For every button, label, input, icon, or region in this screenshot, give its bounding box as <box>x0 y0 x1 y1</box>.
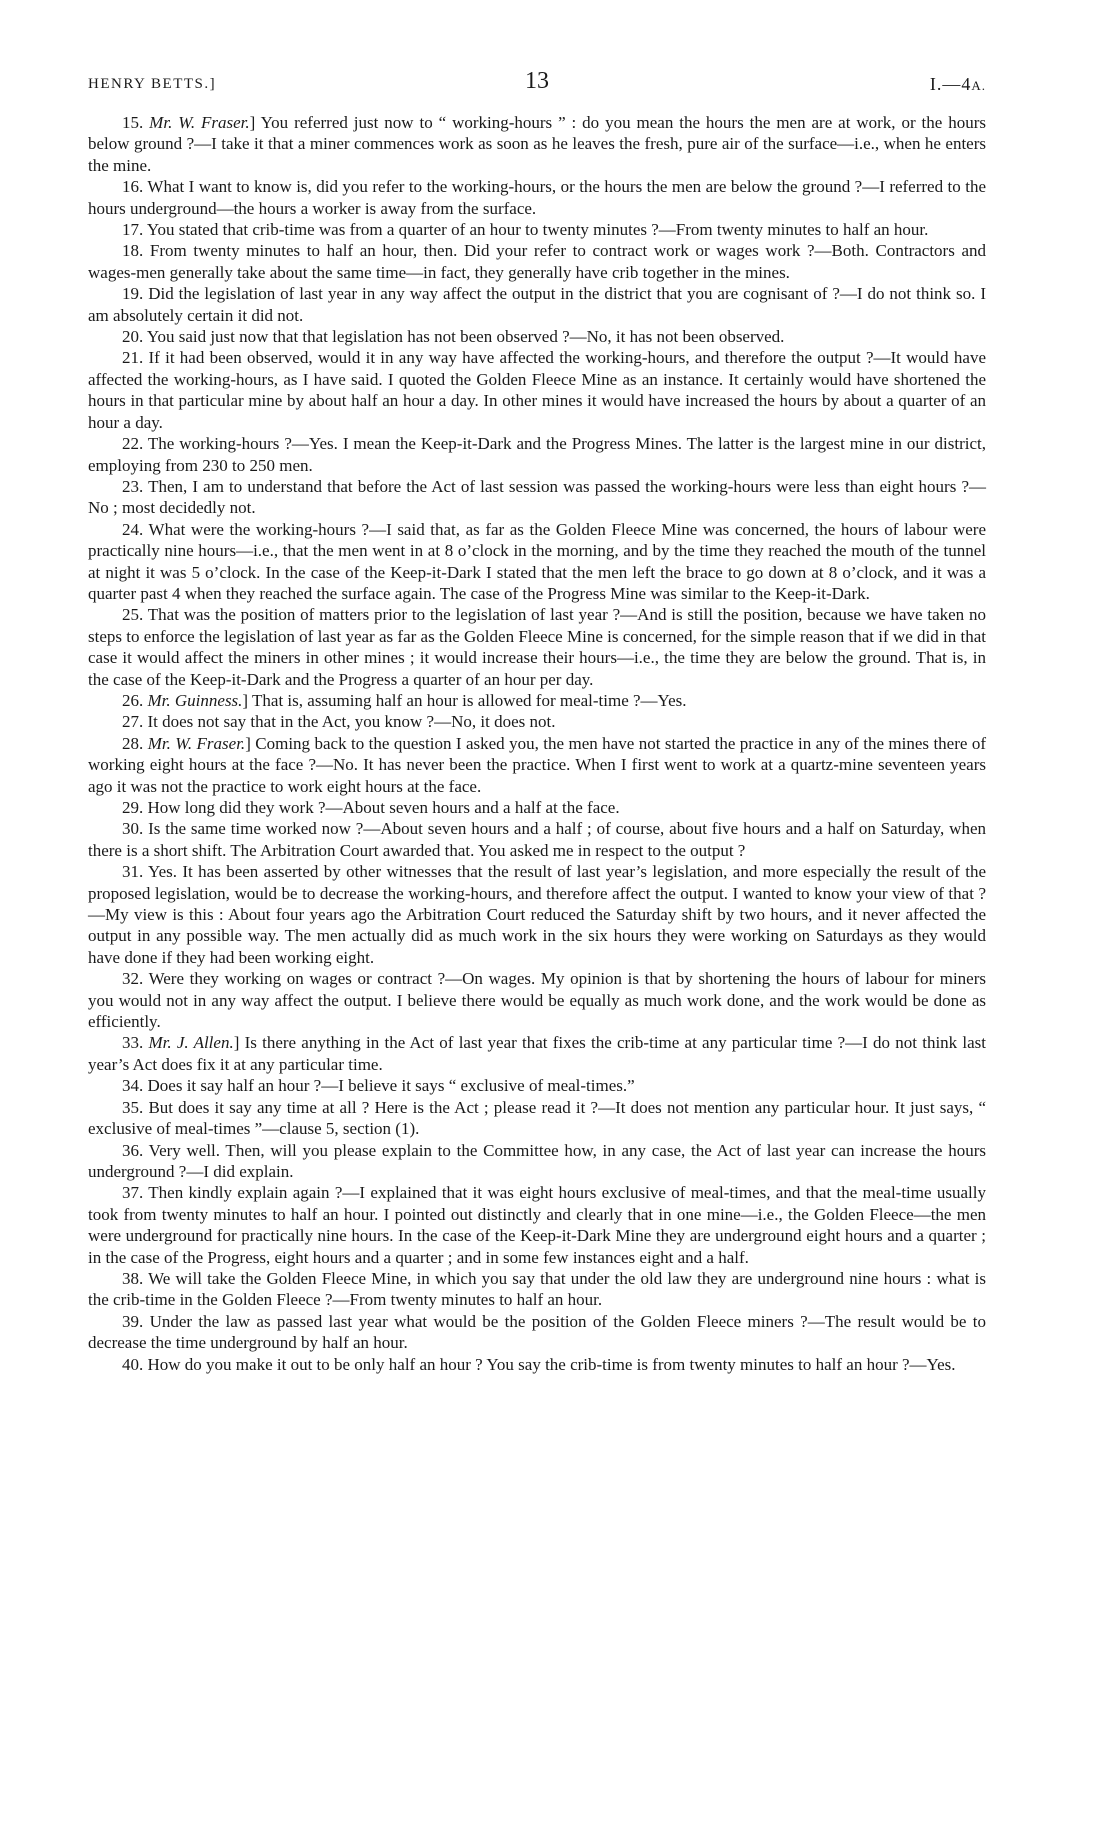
evidence-paragraph <box>88 711 986 732</box>
paragraph-text: Is the same time worked now ?—About seven hours and a half ; of course, about five hours and a half on Saturday, when there is a short shift. The Arbitration Court awarded that. You asked me in respect to the output ? <box>88 819 986 860</box>
question-number: 20. <box>122 327 144 347</box>
evidence-paragraph <box>88 240 986 283</box>
question-number: 18. <box>122 241 144 261</box>
paragraph-text: That was the position of matters prior to the legislation of last year ?—And is still the position, because we have taken no steps to enforce the legislation of last year as far as the Golden Fleece Mine is concerned, for the simple reason that if we did in that case it would affect the miners in other mines ; it would increase their hours—i.e., the time they are below the ground. That is, in the case of the Keep-it-Dark and the Progress a quarter of an hour per day. <box>88 605 986 689</box>
paragraph-text: You stated that crib-time was from a quarter of an hour to twenty minutes ?—From twenty minutes to half an hour. <box>146 220 929 240</box>
paragraph-text: ] Coming back to the question I asked you, the men have not started the practice in any of the mines there of working eight hours at the face ?—No. It has never been the practice. When I first went to work at a quartz-mine seventeen years ago it was not the practice to work eight hours at the face. <box>88 733 987 796</box>
header-paper-suffix: A. <box>971 78 986 93</box>
speaker-name: Mr. W. Fraser. <box>149 113 250 132</box>
evidence-paragraph <box>88 519 986 605</box>
evidence-paragraph <box>88 1354 986 1375</box>
paragraph-text: How do you make it out to be only half an hour ? You say the crib-time is from twenty minutes to half an hour ?—Yes. <box>147 1354 956 1374</box>
evidence-paragraph <box>88 818 986 861</box>
paragraph-text: ] That is, assuming half an hour is allowed for meal-time ?—Yes. <box>242 690 687 710</box>
speaker-name: Mr. J. Allen. <box>148 1033 234 1053</box>
paragraph-text: What were the working-hours ?—I said that, as far as the Golden Fleece Mine was concerned, the hours of labour were practically nine hours—i.e., that the men went in at 8 o’clock in the morning, and by the time they reached the mouth of the tunnel at night it was 5 o’clock. In the case of the Keep-it-Dark I stated that the men left the brace to go down at 8 o’clock, and it was a quarter past 4 when they reached the surface again. The case of the Progress Mine was similar to the Keep-it-Dark. <box>88 519 986 603</box>
evidence-paragraph <box>88 1140 986 1183</box>
question-number: 39. <box>122 1311 144 1331</box>
paragraph-text: What I want to know is, did you refer to the working-hours, or the hours the men are below the ground ?—I referred to the hours underground—the hours a worker is away from the surface. <box>88 177 986 218</box>
evidence-paragraph <box>88 433 986 476</box>
question-number: 25. <box>122 605 144 625</box>
evidence-paragraph <box>88 1311 986 1354</box>
question-number: 15. <box>122 113 144 132</box>
document-body <box>88 112 986 1375</box>
evidence-paragraph <box>88 861 986 968</box>
paragraph-text: Under the law as passed last year what would be the position of the Golden Fleece miners ?—The result would be to decrease the time underground by half an hour. <box>88 1311 987 1353</box>
evidence-paragraph <box>88 690 986 711</box>
document-page <box>88 68 986 1375</box>
question-number: 32. <box>122 969 144 989</box>
evidence-paragraph <box>88 1097 986 1140</box>
evidence-paragraph <box>88 476 986 519</box>
paragraph-text: Did the legislation of last year in any way affect the output in the district that you are cognisant of ?—I do not think so. I am absolutely certain it did not. <box>88 284 986 325</box>
question-number: 29. <box>122 798 144 817</box>
evidence-paragraph <box>88 797 986 818</box>
question-number: 21. <box>122 348 144 368</box>
evidence-paragraph <box>88 219 986 240</box>
paragraph-text: ] Is there anything in the Act of last year that fixes the crib-time at any particular time ?—I do not think last year’s Act does fix it at any particular time. <box>88 1033 986 1074</box>
page-number: 13 <box>525 68 549 94</box>
question-number: 40. <box>122 1354 144 1374</box>
question-number: 28. <box>122 733 144 753</box>
speaker-name: Mr. Guinness. <box>147 690 243 710</box>
paragraph-text: From twenty minutes to half an hour, then. Did your refer to contract work or wages work ?—Both. Contractors and wages-men generally take about the same time—in fact, they generally have crib together in the mines. <box>88 241 987 282</box>
paragraph-text: Were they working on wages or contract ?—On wages. My opinion is that by shortening the hours of labour for miners you would not in any way affect the output. I believe there would be equally as much work done, and the work would be done as efficiently. <box>88 969 986 1032</box>
paragraph-text: Then kindly explain again ?—I explained that it was eight hours exclusive of meal-times, and that the meal-time usually took from twenty minutes to half an hour. I pointed out distinctly and clearly that in one mine—i.e., the Golden Fleece—the men were underground for practically nine hours. In the case of the Keep-it-Dark Mine they are underground eight hours and a quarter ; in the case of the Progress, eight hours and a quarter ; and in some few instances eight and a half. <box>88 1183 986 1267</box>
paragraph-text: Then, I am to understand that before the Act of last session was passed the working-hours were less than eight hours ?—No ; most decidedly not. <box>88 476 987 518</box>
evidence-paragraph <box>88 968 986 1032</box>
evidence-paragraph <box>88 733 986 797</box>
question-number: 26. <box>122 690 144 710</box>
evidence-paragraph <box>88 1268 986 1311</box>
question-number: 37. <box>122 1183 144 1203</box>
header-paper-reference <box>930 74 986 95</box>
paragraph-text: The working-hours ?—Yes. I mean the Keep-it-Dark and the Progress Mines. The latter is the largest mine in our district, employing from 230 to 250 men. <box>88 434 986 475</box>
paragraph-text: ] You referred just now to “ working-hours ” : do you mean the hours the men are at work, or the hours below ground ?—I take it that a miner commences work as soon as he leaves the fresh, pure air of the surface—i.e., when he enters the mine. <box>88 113 987 175</box>
paragraph-text: It does not say that in the Act, you know ?—No, it does not. <box>147 712 556 732</box>
question-number: 34. <box>122 1076 144 1096</box>
paragraph-text: If it had been observed, would it in any way have affected the working-hours, and therefore the output ?—It would have affected the working-hours, as I have said. I quoted the Golden Fleece Mine as an instance. It certainly would have shortened the hours in that particular mine by about half an hour a day. In other mines it would have increased the hours by about a quarter of an hour a day. <box>88 348 987 432</box>
evidence-paragraph <box>88 1032 986 1075</box>
evidence-paragraph <box>88 1075 986 1096</box>
question-number: 19. <box>122 284 144 304</box>
question-number: 27. <box>122 712 144 732</box>
paragraph-text: Very well. Then, will you please explain to the Committee how, in any case, the Act of last year can increase the hours underground ?—I did explain. <box>88 1140 986 1181</box>
paragraph-text: We will take the Golden Fleece Mine, in which you say that under the old law they are underground nine hours : what is the crib-time in the Golden Fleece ?—From twenty minutes to half an hour. <box>88 1268 986 1310</box>
question-number: 35. <box>122 1097 144 1117</box>
paragraph-text: How long did they work ?—About seven hours and a half at the face. <box>147 798 620 817</box>
evidence-paragraph <box>88 604 986 690</box>
header-paper-code: I.—4 <box>929 74 972 94</box>
question-number: 17. <box>122 220 144 240</box>
question-number: 38. <box>122 1268 144 1288</box>
evidence-paragraph <box>88 1182 986 1268</box>
paragraph-text: You said just now that that legislation has not been observed ?—No, it has not been observed. <box>146 327 785 347</box>
paragraph-text: Does it say half an hour ?—I believe it says “ exclusive of meal-times.” <box>147 1076 635 1096</box>
question-number: 16. <box>122 177 144 197</box>
evidence-paragraph <box>88 176 986 219</box>
evidence-paragraph <box>88 112 986 176</box>
question-number: 23. <box>122 476 144 496</box>
speaker-name: Mr. W. Fraser. <box>147 733 246 753</box>
evidence-paragraph <box>88 283 986 326</box>
question-number: 36. <box>122 1140 144 1160</box>
question-number: 31. <box>122 862 144 882</box>
question-number: 33. <box>122 1033 144 1053</box>
evidence-paragraph <box>88 326 986 347</box>
header-witness-name: HENRY BETTS.] <box>88 76 217 92</box>
question-number: 24. <box>122 519 144 539</box>
page-header <box>88 68 986 98</box>
paragraph-text: Yes. It has been asserted by other witnesses that the result of last year’s legislation, and more especially the result of the proposed legislation, would be to decrease the working-hours, and therefore affect the output. I wanted to know your view of that ?—My view is this : About four years ago the Arbitration Court reduced the Saturday shift by two hours, and it never affected the output in any possible way. The men actually did as much work in the six hours they were working on Saturdays as they would have done if they had been working eight. <box>88 862 987 967</box>
paragraph-text: But does it say any time at all ? Here is the Act ; please read it ?—It does not mention any particular hour. It just says, “ exclusive of meal-times ”—clause 5, section (1). <box>88 1097 987 1139</box>
evidence-paragraph <box>88 347 986 433</box>
question-number: 22. <box>122 434 144 454</box>
question-number: 30. <box>122 819 144 839</box>
